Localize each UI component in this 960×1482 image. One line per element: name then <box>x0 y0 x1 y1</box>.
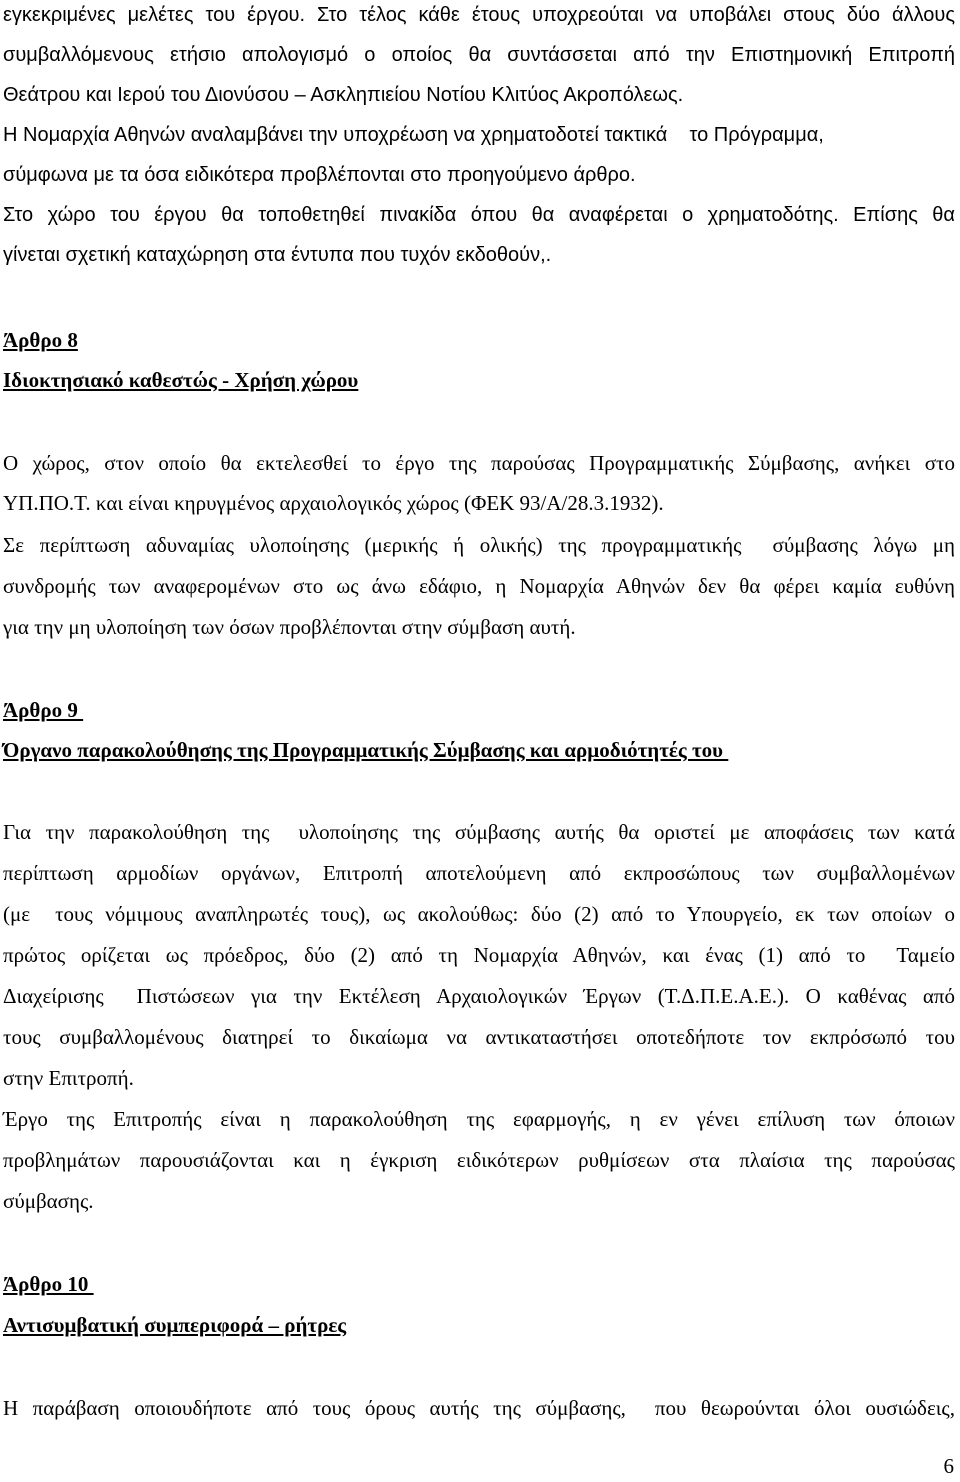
paragraph-line: Έργο της Επιτροπής είναι η παρακολούθηση της εφαρμογής, η εν γένει επίλυση των όποιων <box>3 1107 955 1131</box>
paragraph-line: περίπτωση αρμοδίων οργάνων, Επιτροπή αποτελούμενη από εκπροσώπους των συμβαλλομένων <box>3 861 955 885</box>
paragraph-line: Στο χώρο του έργου θα τοποθετηθεί πινακίδα όπου θα αναφέρεται ο χρηματοδότης. Επίσης θα <box>3 204 955 226</box>
paragraph-line: Για την παρακολούθηση της υλοποίησης της σύμβασης αυτής θα οριστεί με αποφάσεις των κατά <box>3 820 955 844</box>
paragraph-line: πρώτος ορίζεται ως πρόεδρος, δύο (2) από τη Νομαρχία Αθηνών, και ένας (1) από το Ταμείο <box>3 943 955 967</box>
paragraph-line: Θεάτρου και Ιερού του Διονύσου – Ασκληπιείου Νοτίου Κλιτύος Ακροπόλεως. <box>3 84 684 106</box>
paragraph-line: Η Νομαρχία Αθηνών αναλαμβάνει την υποχρέωση να χρηματοδοτεί τακτικά το Πρόγραμμα, <box>3 124 824 146</box>
paragraph-line: σύμβασης. <box>3 1189 94 1213</box>
article-10-subtitle: Αντισυμβατική συμπεριφορά – ρήτρες <box>3 1313 347 1337</box>
paragraph-line: Σε περίπτωση αδυναμίας υλοποίησης (μερικής ή ολικής) της προγραμματικής σύμβασης λόγω μη <box>3 533 955 557</box>
paragraph-line: Ο χώρος, στον οποίο θα εκτελεσθεί το έργο της παρούσας Προγραμματικής Σύμβασης, ανήκει στο <box>3 451 955 475</box>
paragraph-line: Διαχείρισης Πιστώσεων για την Εκτέλεση Αρχαιολογικών Έργων (Τ.Δ.Π.Ε.Α.Ε.). Ο καθένας από <box>3 984 955 1008</box>
article-8-subtitle: Ιδιοκτησιακό καθεστώς - Χρήση χώρου <box>3 368 359 392</box>
paragraph-line: Η παράβαση οποιουδήποτε από τους όρους αυτής της σύμβασης, που θεωρούνται όλοι ουσιώδεις, <box>3 1396 955 1420</box>
paragraph-line: ΥΠ.ΠΟ.Τ. και είναι κηρυγμένος αρχαιολογικός χώρος (ΦΕΚ 93/Α/28.3.1932). <box>3 491 664 515</box>
paragraph-line: συνδρομής των αναφερομένων στο ως άνω εδάφιο, η Νομαρχία Αθηνών δεν θα φέρει καμία ευθύνη <box>3 574 955 598</box>
article-10-title: Άρθρο 10 <box>3 1272 94 1296</box>
article-8-title: Άρθρο 8 <box>3 328 78 352</box>
paragraph-line: γίνεται σχετική καταχώρηση στα έντυπα που τυχόν εκδοθούν,. <box>3 244 552 266</box>
paragraph-line: εγκεκριμένες μελέτες του έργου. Στο τέλος κάθε έτους υποχρεούται να υποβάλει στους δύο άλλους <box>3 4 955 26</box>
paragraph-line: (με τους νόμιμους αναπληρωτές τους), ως ακολούθως: δύο (2) από το Υπουργείο, εκ των οποίων ο <box>3 902 955 926</box>
page-number: 6 <box>943 1454 954 1478</box>
paragraph-line: σύμφωνα με τα όσα ειδικότερα προβλέπονται στο προηγούμενο άρθρο. <box>3 164 636 186</box>
paragraph-line: τους συμβαλλομένους διατηρεί το δικαίωμα να αντικαταστήσει οποτεδήποτε τον εκπρόσωπό του <box>3 1025 955 1049</box>
paragraph-line: προβλημάτων παρουσιάζονται και η έγκριση ειδικότερων ρυθμίσεων στα πλαίσια της παρούσας <box>3 1148 955 1172</box>
paragraph-line: για την μη υλοποίηση των όσων προβλέπονται στην σύμβαση αυτή. <box>3 615 576 639</box>
paragraph-line: στην Επιτροπή. <box>3 1066 134 1090</box>
paragraph-line: συμβαλλόμενους ετήσιο απολογισμό ο οποίος θα συντάσσεται από την Επιστημονική Επιτροπή <box>3 44 955 66</box>
article-9-subtitle: Όργανο παρακολούθησης της Προγραμματικής Σύμβασης και αρμοδιότητές του <box>3 738 729 762</box>
article-9-title: Άρθρο 9 <box>3 698 84 722</box>
